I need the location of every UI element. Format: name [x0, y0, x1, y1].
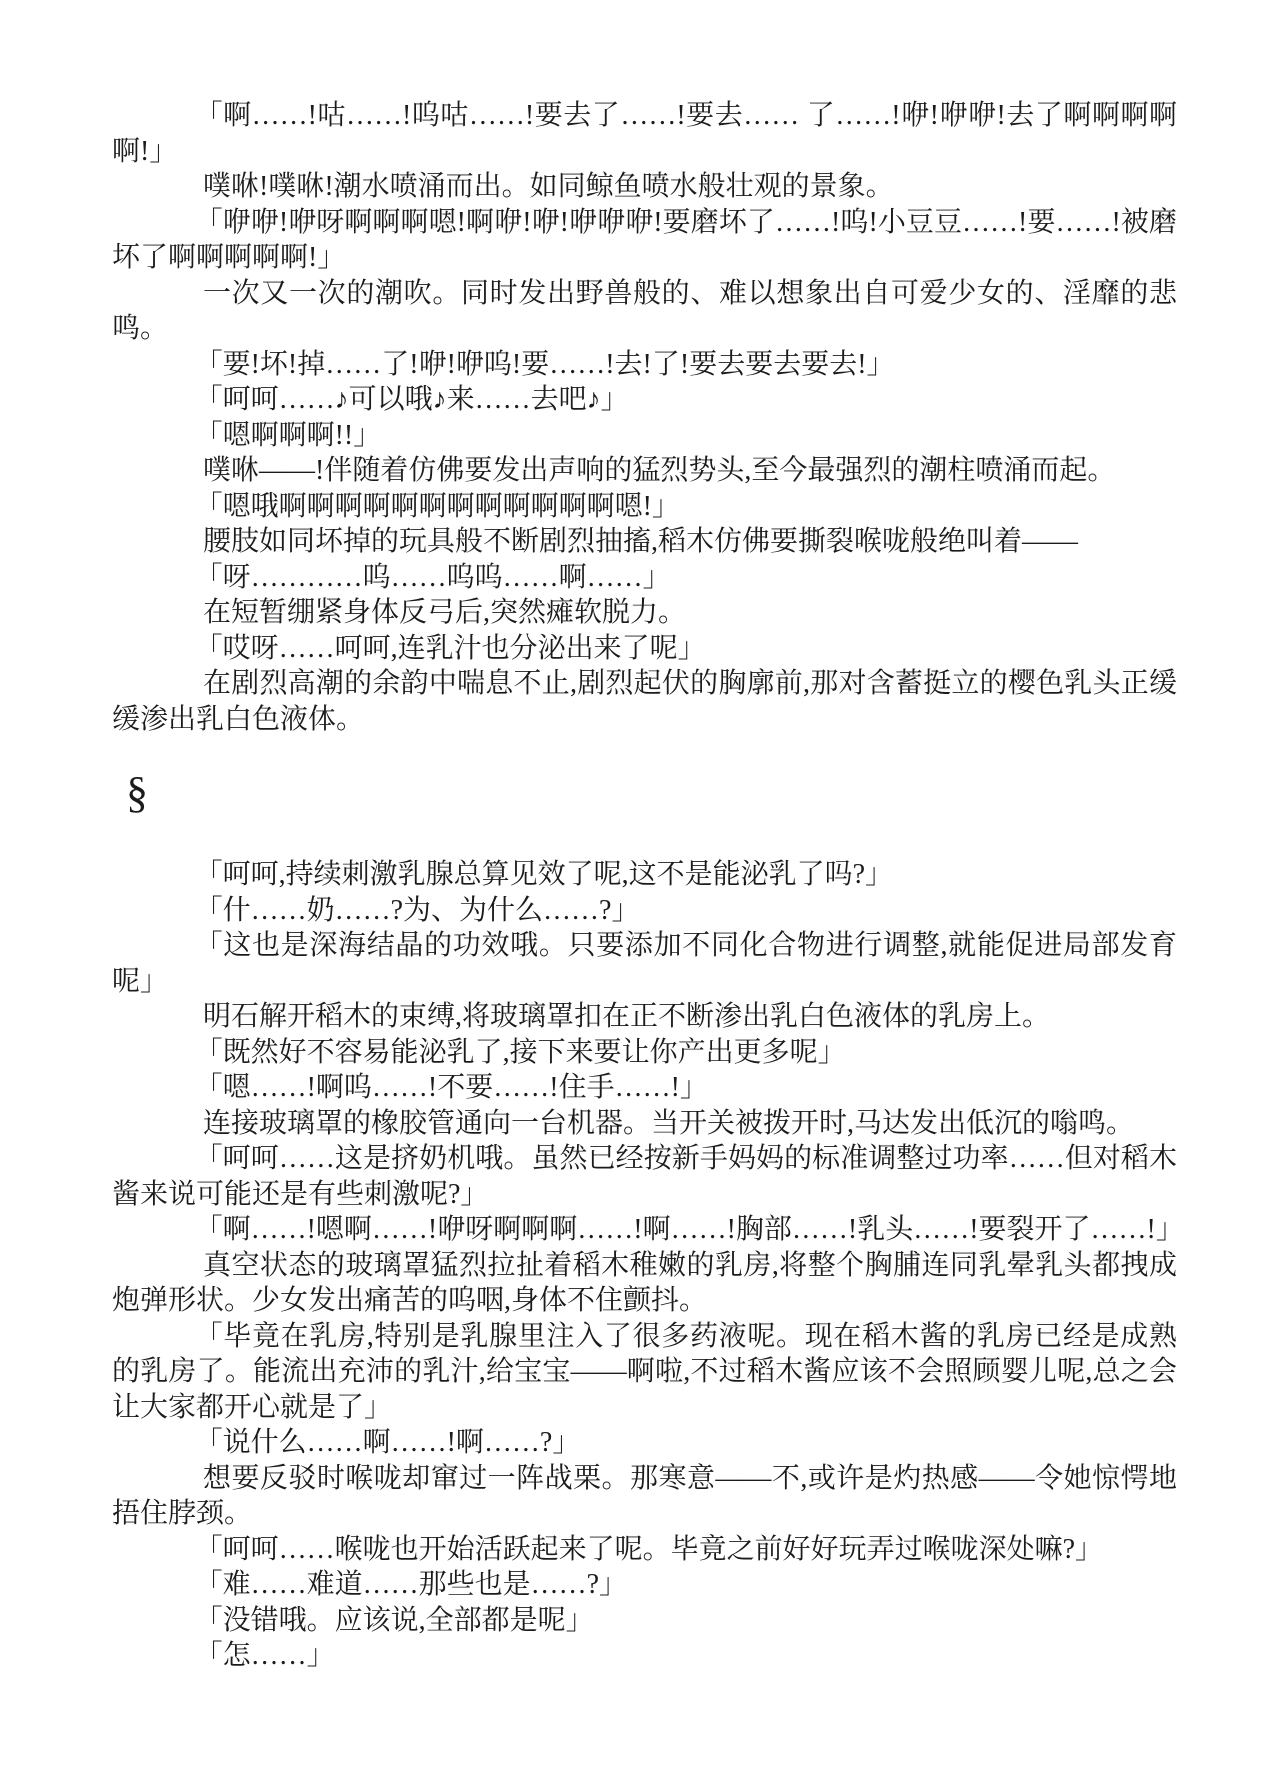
paragraph-narration: 连接玻璃罩的橡胶管通向一台机器。当开关被拨开时,马达发出低沉的嗡鸣。 — [203, 1107, 1135, 1139]
paragraph-dialogue: 「难……难道……那些也是……?」 — [194, 1569, 628, 1600]
paragraph-dialogue: 「呵呵……喉咙也开始活跃起来了呢。毕竟之前好好玩弄过喉咙深处嘛?」 — [194, 1533, 1104, 1565]
paragraph-dialogue: 「哎呀……呵呵,连乳汁也分泌出来了呢」 — [194, 632, 706, 664]
paragraph-dialogue: 「嗯……!啊呜……!不要……!住手……!」 — [194, 1072, 708, 1103]
paragraph-dialogue: 「怎……」 — [194, 1640, 335, 1671]
paragraph-dialogue: 「啊……!嗯啊……!咿呀啊啊啊……!啊……!胸部……!乳头……!要裂开了……!」 — [194, 1214, 1184, 1245]
paragraph-narration: 明石解开稻木的束缚,将玻璃罩扣在正不断渗出乳白色液体的乳房上。 — [203, 1001, 1051, 1032]
paragraph-dialogue: 「嗯哦啊啊啊啊啊啊啊啊啊啊啊啊嗯!」 — [194, 490, 680, 522]
paragraph-dialogue: 「呵呵,持续刺激乳腺总算见效了呢,这不是能泌乳了吗?」 — [194, 859, 894, 890]
paragraph-dialogue: 「没错哦。应该说,全部都是呢」 — [194, 1604, 594, 1636]
paragraph-narration: 在剧烈高潮的余韵中喘息不止,剧烈起伏的胸廓前,那对含蓄挺立的樱色乳头正缓缓渗出乳白色液体。 — [112, 668, 1177, 735]
paragraph-narration: 腰肢如同坏掉的玩具般不断剧烈抽搐,稻木仿佛要撕裂喉咙般绝叫着—— — [203, 526, 1079, 557]
paragraph-dialogue: 「呵呵……♪可以哦♪来……去吧♪」 — [194, 384, 629, 415]
paragraph-narration: 真空状态的玻璃罩猛烈拉扯着稻木稚嫩的乳房,将整个胸脯连同乳晕乳头都拽成炮弹形状。少女发出痛苦的呜咽,身体不住颤抖。 — [112, 1249, 1177, 1316]
paragraph-dialogue: 「咿咿!咿呀啊啊啊嗯!啊咿!咿!咿咿咿!要磨坏了……!呜!小豆豆……!要……!被磨坏了啊啊啊啊啊!」 — [112, 206, 1177, 273]
paragraph-narration: 噗咻——!伴随着仿佛要发出声响的猛烈势头,至今最强烈的潮柱喷涌而起。 — [203, 455, 1116, 486]
paragraph-dialogue: 「嗯啊啊啊!!」 — [194, 419, 382, 451]
paragraph-dialogue: 「说什么……啊……!啊……?」 — [194, 1427, 581, 1458]
paragraph-narration: 在短暂绷紧身体反弓后,突然瘫软脱力。 — [203, 597, 687, 628]
paragraph-dialogue: 「毕竟在乳房,特别是乳腺里注入了很多药液呢。现在稻木酱的乳房已经是成熟的乳房了。能流出充沛的乳汁,给宝宝——啊啦,不过稻木酱应该不会照顾婴儿呢,总之会让大家都开心就是了」 — [112, 1320, 1177, 1423]
section-divider-mark: § — [126, 768, 148, 817]
novel-text-body — [112, 98, 1184, 1674]
paragraph-dialogue: 「呀…………呜……呜呜……啊……」 — [194, 561, 671, 593]
paragraph-dialogue: 「啊……!咕……!呜咕……!要去了……!要去…… 了……!咿!咿咿!去了啊啊啊啊啊!」 — [112, 100, 1177, 167]
paragraph-narration: 想要反驳时喉咙却窜过一阵战栗。那寒意——不,或许是灼热感——令她惊愕地捂住脖颈。 — [112, 1462, 1177, 1529]
paragraph-dialogue: 「呵呵……这是挤奶机哦。虽然已经按新手妈妈的标准调整过功率……但对稻木酱来说可能还是有些刺激呢?」 — [112, 1143, 1177, 1210]
paragraph-dialogue: 「这也是深海结晶的功效哦。只要添加不同化合物进行调整,就能促进局部发育呢」 — [112, 930, 1177, 997]
paragraph-dialogue: 「什……奶……?为、为什么……?」 — [194, 894, 640, 926]
paragraph-dialogue: 「要!坏!掉……了!咿!咿呜!要……!去!了!要去要去要去!」 — [194, 348, 895, 380]
paragraph-narration: 一次又一次的潮吹。同时发出野兽般的、难以想象出自可爱少女的、淫靡的悲鸣。 — [112, 277, 1177, 344]
paragraph-dialogue: 「既然好不容易能泌乳了,接下来要让你产出更多呢」 — [194, 1036, 846, 1068]
paragraph-narration: 噗咻!噗咻!潮水喷涌而出。如同鲸鱼喷水般壮观的景象。 — [203, 171, 894, 202]
